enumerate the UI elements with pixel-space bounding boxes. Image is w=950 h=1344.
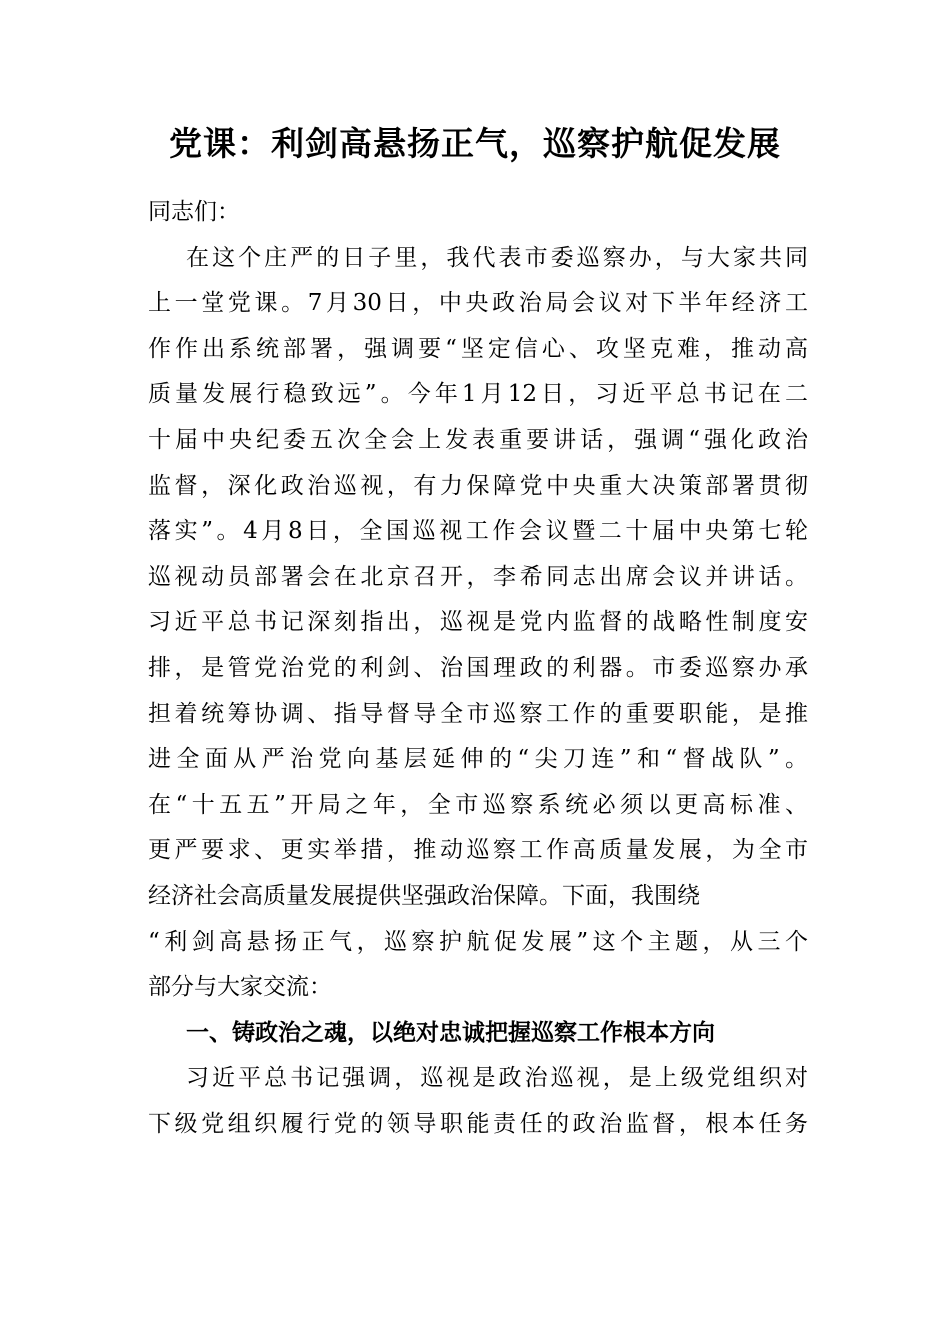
text-line: “利剑高悬扬正气，巡察护航促发展”这个主题，从三个 [148,928,808,955]
document-body [148,190,808,1147]
text-line: 落实”。4月8日，全国巡视工作会议暨二十届中央第七轮 [148,518,808,545]
text-line: 监督，深化政治巡视，有力保障党中央重大决策部署贯彻 [148,472,808,499]
text-line: 进全面从严治党向基层延伸的“尖刀连”和“督战队”。 [148,746,808,773]
text-line: 在这个庄严的日子里，我代表市委巡察办，与大家共同 [186,244,808,271]
text-line: 作作出系统部署，强调要“坚定信心、攻坚克难，推动高 [148,335,808,362]
text-line: 巡视动员部署会在北京召开，李希同志出席会议并讲话。 [148,563,808,590]
text-line: 经济社会高质量发展提供坚强政治保障。下面，我围绕 [148,882,700,909]
text-line: 质量发展行稳致远”。今年1月12日，习近平总书记在二 [148,381,808,408]
text-line: 更严要求、更实举措，推动巡察工作高质量发展，为全市 [148,837,808,864]
text-line: 在“十五五”开局之年，全市巡察系统必须以更高标准、 [148,791,808,818]
text-line: 上一堂党课。7月30日，中央政治局会议对下半年经济工 [148,290,808,317]
text-line: 习近平总书记深刻指出，巡视是党内监督的战略性制度安 [148,609,808,636]
text-line: 习近平总书记强调，巡视是政治巡视，是上级党组织对 [186,1065,808,1092]
text-line: 担着统筹协调、指导督导全市巡察工作的重要职能，是推 [148,700,808,727]
section-heading: 一、铸政治之魂，以绝对忠诚把握巡察工作根本方向 [186,1019,715,1046]
text-line: 十届中央纪委五次全会上发表重要讲话，强调“强化政治 [148,426,808,453]
salutation: 同志们： [148,199,240,225]
text-line: 下级党组织履行党的领导职能责任的政治监督，根本任务 [148,1110,808,1137]
text-line: 部分与大家交流： [148,974,332,1001]
text-line: 排，是管党治党的利剑、治国理政的利器。市委巡察办承 [148,654,808,681]
document-title: 党课：利剑高悬扬正气，巡察护航促发展 [169,124,781,163]
